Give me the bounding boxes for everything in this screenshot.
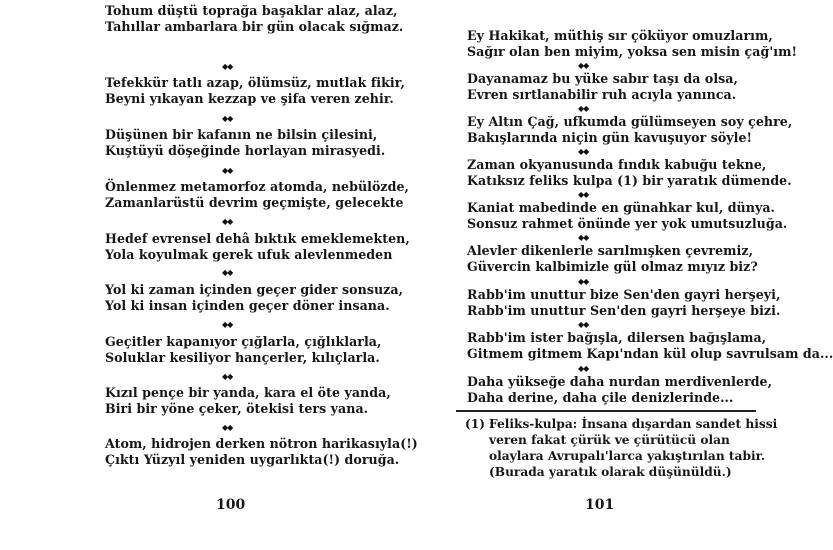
footnote <box>465 416 777 480</box>
footnote-line: veren fakat çürük ve çürütücü olan <box>489 433 730 447</box>
verse-line: Kuştüyü döşeğinde horlayan mirasyedi. <box>105 143 386 158</box>
right-stanza-8 <box>467 330 833 362</box>
verse-line: Hedef evrensel dehâ bıktık emeklemekten, <box>105 231 410 246</box>
footnote-text: Feliks-kulpa: İnsana dışardan sandet hissi <box>489 417 778 431</box>
right-stanza-1 <box>467 28 797 60</box>
verse-line: Önlenmez metamorfoz atomda, nebülözde, <box>105 179 409 194</box>
verse-line: Tefekkür tatlı azap, ölümsüz, mutlak fikir, <box>105 75 405 90</box>
stanza-ornament: ◆◆ <box>222 268 233 277</box>
left-stanza-7 <box>105 334 381 366</box>
stanza-ornament: ◆◆ <box>578 320 589 329</box>
verse-line: Beyni yıkayan kezzap ve şifa veren zehir. <box>105 91 394 106</box>
verse-line: Daha yükseğe daha nurdan merdivenlerde, <box>467 374 773 389</box>
verse-line: Ey Altın Çağ, ufkumda gülümseyen soy çehre, <box>467 114 793 129</box>
stanza-ornament: ◆◆ <box>222 217 233 226</box>
verse-line: Geçitler kapanıyor çığlarla, çığlıklarla, <box>105 334 382 349</box>
stanza-ornament: ◆◆ <box>578 147 589 156</box>
verse-line: Kaniat mabedinde en günahkar kul, dünya. <box>467 200 775 215</box>
right-stanza-3 <box>467 114 792 146</box>
right-stanza-5 <box>467 200 787 232</box>
right-stanza-7 <box>467 287 780 319</box>
verse-line: Katıksız feliks kulpa (1) bir yaratık dümende. <box>467 173 792 188</box>
footnote-rule <box>456 410 756 412</box>
stanza-ornament: ◆◆ <box>578 233 589 242</box>
verse-line: Yol ki insan içinden geçer döner insana. <box>105 298 390 313</box>
left-stanza-9 <box>105 436 418 468</box>
verse-line: Gitmem gitmem Kapı'ndan kül olup savrulsam da... <box>467 346 833 361</box>
verse-line: Dayanamaz bu yüke sabır taşı da olsa, <box>467 71 738 86</box>
left-stanza-2 <box>105 75 405 107</box>
left-stanza-4 <box>105 179 409 211</box>
right-stanza-6 <box>467 243 758 275</box>
right-stanza-2 <box>467 71 738 103</box>
verse-line: Daha derine, daha çile denizlerinde... <box>467 390 734 405</box>
verse-line: Rabb'im ister bağışla, dilersen bağışlama, <box>467 330 767 345</box>
stanza-ornament: ◆◆ <box>578 61 589 70</box>
stanza-ornament: ◆◆ <box>222 372 233 381</box>
footnote-line: olaylara Avrupalı'larca yakıştırılan tabir. <box>489 449 766 463</box>
page-number: 100 <box>216 497 246 513</box>
verse-line: Bakışlarında niçin gün kavuşuyor söyle! <box>467 130 753 145</box>
right-stanza-9 <box>467 374 772 406</box>
verse-line: Rabb'im unuttur bize Sen'den gayri herşeyi, <box>467 287 781 302</box>
verse-line: Soluklar kesiliyor hançerler, kılıçlarla. <box>105 350 380 365</box>
left-stanza-6 <box>105 282 403 314</box>
verse-line: Kızıl pençe bir yanda, kara el öte yanda, <box>105 385 391 400</box>
verse-line: Ey Hakikat, müthiş sır çöküyor omuzlarım, <box>467 28 773 43</box>
stanza-ornament: ◆◆ <box>578 104 589 113</box>
left-stanza-8 <box>105 385 391 417</box>
verse-line: Atom, hidrojen derken nötron harikasıyla(!) <box>105 436 418 451</box>
right-page <box>386 0 833 550</box>
verse-line: Sağır olan ben miyim, yoksa sen misin çağ'ım! <box>467 44 798 59</box>
verse-line: Tahıllar ambarlara bir gün olacak sığmaz. <box>105 19 404 34</box>
verse-line: Biri bir yöne çeker, ötekisi ters yana. <box>105 401 369 416</box>
verse-line: Zamanlarüstü devrim geçmişte, gelecekte <box>105 195 404 210</box>
verse-line: Sonsuz rahmet önünde yer yok umutsuzluğa. <box>467 216 788 231</box>
verse-line: Güvercin kalbimizle gül olmaz mıyız biz? <box>467 259 758 274</box>
stanza-ornament: ◆◆ <box>578 364 589 373</box>
verse-line: Çıktı Yüzyıl yeniden uygarlıkta(!) doruğa. <box>105 452 400 467</box>
stanza-ornament: ◆◆ <box>578 190 589 199</box>
verse-line: Düşünen bir kafanın ne bilsin çilesini, <box>105 127 378 142</box>
stanza-ornament: ◆◆ <box>222 320 233 329</box>
footnote-line <box>465 416 777 432</box>
stanza-ornament: ◆◆ <box>222 62 233 71</box>
verse-line: Rabb'im unuttur Sen'den gayri herşeye bizi. <box>467 303 781 318</box>
verse-line: Zaman okyanusunda fındık kabuğu tekne, <box>467 157 767 172</box>
stanza-ornament: ◆◆ <box>222 423 233 432</box>
stanza-ornament: ◆◆ <box>222 114 233 123</box>
verse-line: Evren sırtlanabilir ruh acıyla yanınca. <box>467 87 737 102</box>
left-stanza-5 <box>105 231 410 263</box>
footnote-line: (Burada yaratık olarak düşünüldü.) <box>489 465 732 479</box>
right-stanza-4 <box>467 157 792 189</box>
stanza-ornament: ◆◆ <box>222 166 233 175</box>
footnote-marker: (1) : <box>465 417 494 431</box>
verse-line: Yola koyulmak gerek ufuk alevlenmeden <box>105 247 393 262</box>
verse-line: Tohum düştü toprağa başaklar alaz, alaz, <box>105 3 398 18</box>
verse-line: Alevler dikenlerle sarılmışken çevremiz, <box>467 243 754 258</box>
left-stanza-1 <box>105 3 403 35</box>
left-stanza-3 <box>105 127 385 159</box>
verse-line: Yol ki zaman içinden geçer gider sonsuza, <box>105 282 404 297</box>
stanza-ornament: ◆◆ <box>578 277 589 286</box>
page-number: 101 <box>585 497 615 513</box>
